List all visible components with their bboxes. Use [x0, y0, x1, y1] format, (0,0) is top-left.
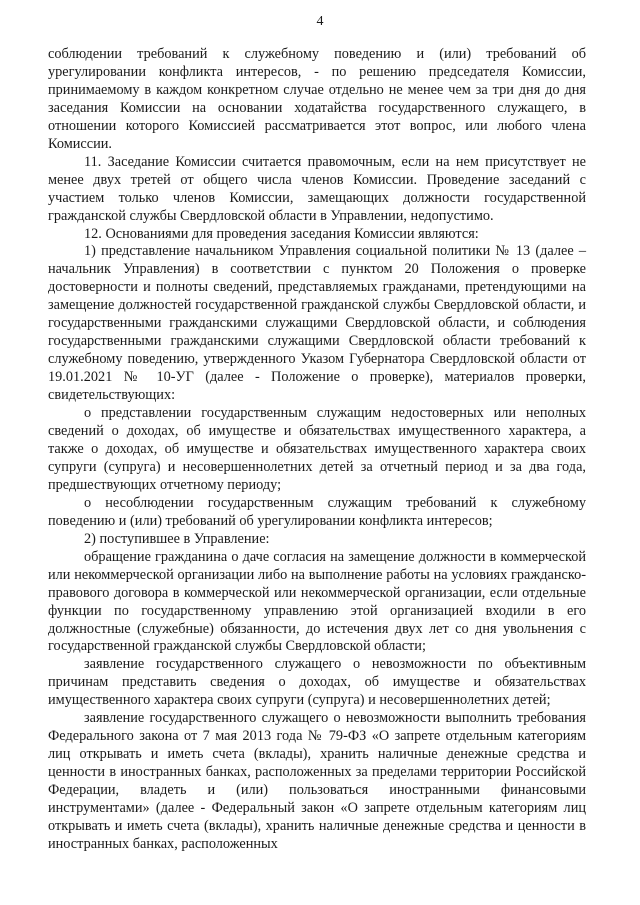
page-number: 4	[316, 14, 324, 29]
paragraph-subitem-2: 2) поступившее в Управление:	[84, 530, 270, 547]
paragraph-citizen-request: обращение гражданина о даче согласия на замещение должности в коммерческой или некоммерческой организации либо на выполнение работы на условиях гражданско-правового договора в коммерческой или некоммерческой организации, если отдельные функции по государственному управлению этой организацией входили в его должностные (служебные) обязанности, до истечения двух лет со дня увольнения с государственной гражданской службы Свердловской области;	[48, 548, 586, 655]
paragraph-continuation: соблюдении требований к служебному поведению и (или) требований об урегулировании конфликта интересов, - по решению председателя Комиссии, принимаемому в каждом конкретном случае отдельно не менее чем за три дня до дня заседания Комиссии на основании ходатайства государственного служащего, в отношении которого Комиссией рассматривается этот вопрос, или любого члена Комиссии.	[48, 46, 586, 152]
paragraph-false-info: о представлении государственным служащим недостоверных или неполных сведений о доходах, об имуществе и обязательствах имущественного характера, а также о доходах, об имуществе и обязательствах имущественного характера своих супруги (супруга) и несовершеннолетних детей за отчетный период и за два года, предшествующих отчетному периоду;	[48, 405, 586, 493]
paragraph-noncompliance: о несоблюдении государственным служащим требований к служебному поведению и (или) требований об урегулировании конфликта интересов;	[48, 494, 586, 529]
paragraph-item-11: 11. Заседание Комиссии считается правомочным, если на нем присутствует не менее двух третей от общего числа членов Комиссии. Проведение заседаний с участием только членов Комиссии, замещающих должности государственной гражданской службы Свердловской области в Управлении, недопустимо.	[48, 153, 586, 224]
paragraph-foreign-accounts: заявление государственного служащего о невозможности выполнить требования Федерального закона от 7 мая 2013 года № 79-ФЗ «О запрете отдельным категориям лиц открывать и иметь счета (вклады), хранить наличные денежные средства и ценности в иностранных банках, расположенных за пределами территории Российской Федерации, владеть и (или) пользоваться иностранными финансовыми инструментами» (далее - Федеральный закон «О запрете отдельным категориям лиц открывать и иметь счета (вклады), хранить наличные денежные средства и ценности в иностранных банках, расположенных	[48, 710, 586, 852]
paragraph-income-statement: заявление государственного служащего о невозможности по объективным причинам представить сведения о доходах, об имуществе и обязательствах имущественного характера своих супруги (супруга) и несовершеннолетних детей;	[48, 656, 586, 709]
paragraph-subitem-1: 1) представление начальником Управления социальной политики № 13 (далее – начальник Управления) в соответствии с пунктом 20 Положения о проверке достоверности и полноты сведений, представляемых гражданами, претендующими на замещение должностей государственной гражданской службы Свердловской области, и государственными гражданскими служащими Свердловской области, и соблюдения государственными гражданскими служащими Свердловской области требований к служебному поведению, утвержденного Указом Губернатора Свердловской области от 19.01.2021 № 10-УГ (далее - Положение о проверке), материалов проверки, свидетельствующих:	[48, 243, 586, 404]
paragraph-item-12: 12. Основаниями для проведения заседания Комиссии являются:	[84, 225, 479, 242]
document-body	[48, 46, 586, 854]
